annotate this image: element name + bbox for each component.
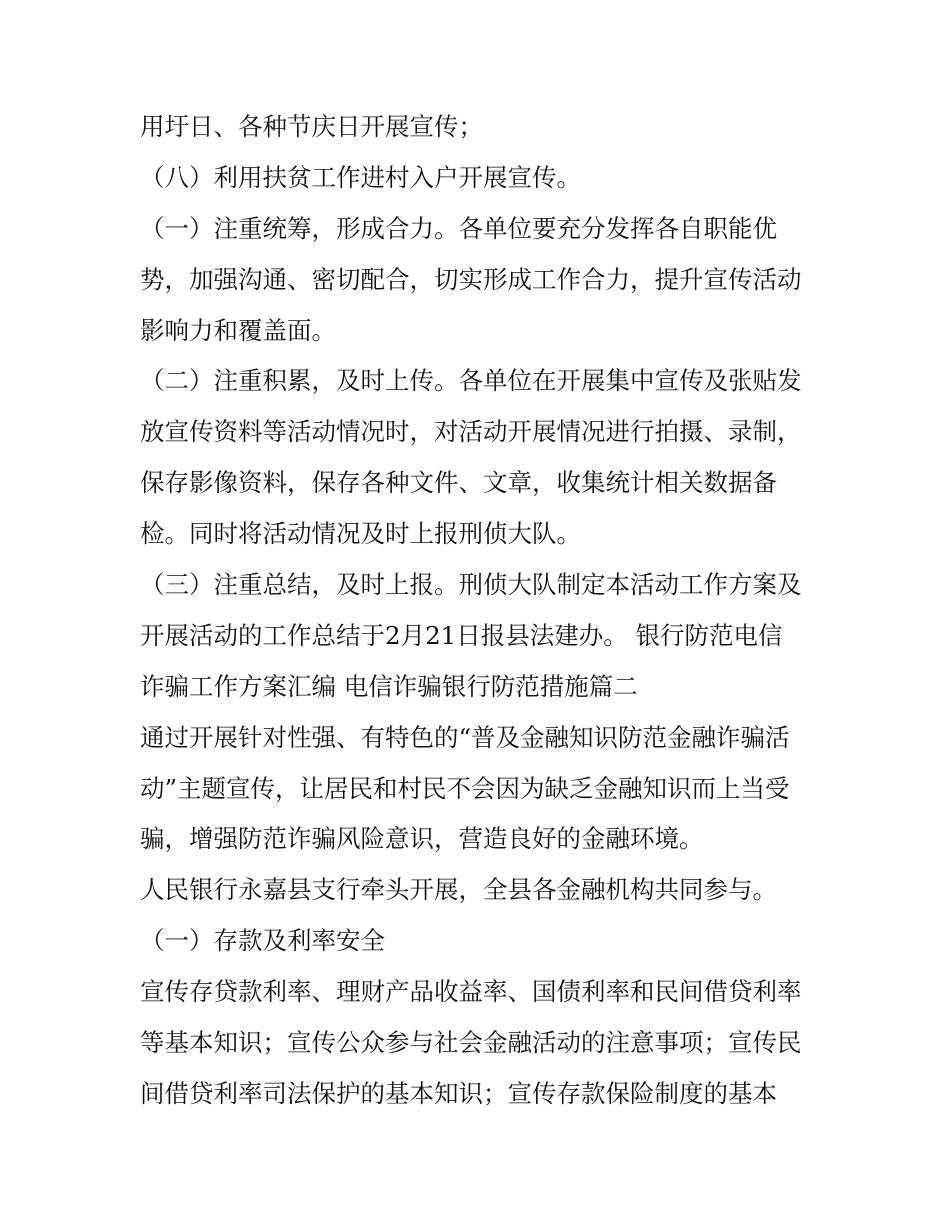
text-line: （一）存款及利率安全 xyxy=(140,926,385,956)
text-line: 人民银行永嘉县支行牵头开展，全县各金融机构共同参与。 xyxy=(140,875,777,905)
text-line: 影响力和覆盖面。 xyxy=(140,315,336,345)
text-line: 宣传存贷款利率、理财产品收益率、国债利率和民间借贷利率 xyxy=(140,977,802,1007)
text-line: 保存影像资料，保存各种文件、文章，收集统计相关数据备 xyxy=(140,468,777,498)
text-line: （三）注重总结，及时上报。刑侦大队制定本活动工作方案及 xyxy=(140,570,802,600)
text-line: 间借贷利率司法保护的基本知识；宣传存款保险制度的基本 xyxy=(140,1078,777,1108)
text-line: 诈骗工作方案汇编 电信诈骗银行防范措施篇二 xyxy=(140,671,638,701)
text-line: 检。同时将活动情况及时上报刑侦大队。 xyxy=(140,519,581,549)
text-line: 等基本知识；宣传公众参与社会金融活动的注意事项；宣传民 xyxy=(140,1028,802,1058)
text-line: 动”主题宣传，让居民和村民不会因为缺乏金融知识而上当受 xyxy=(140,773,790,803)
text-line: 势，加强沟通、密切配合，切实形成工作合力，提升宣传活动 xyxy=(140,264,802,294)
text-line: （二）注重积累，及时上传。各单位在开展集中宣传及张贴发 xyxy=(140,366,802,396)
text-line: （一）注重统筹，形成合力。各单位要充分发挥各自职能优 xyxy=(140,213,777,243)
text-line: 放宣传资料等活动情况时，对活动开展情况进行拍摄、录制， xyxy=(140,417,802,447)
document-body xyxy=(140,102,840,1120)
text-line: （八）利用扶贫工作进村入户开展宣传。 xyxy=(140,162,581,192)
text-line: 开展活动的工作总结于2月21日报县法建办。 银行防范电信 xyxy=(140,620,783,650)
text-line: 通过开展针对性强、有特色的“普及金融知识防范金融诈骗活 xyxy=(140,722,790,752)
text-line: 骗，增强防范诈骗风险意识，营造良好的金融环境。 xyxy=(140,824,704,854)
text-line: 用圩日、各种节庆日开展宣传； xyxy=(140,112,483,141)
